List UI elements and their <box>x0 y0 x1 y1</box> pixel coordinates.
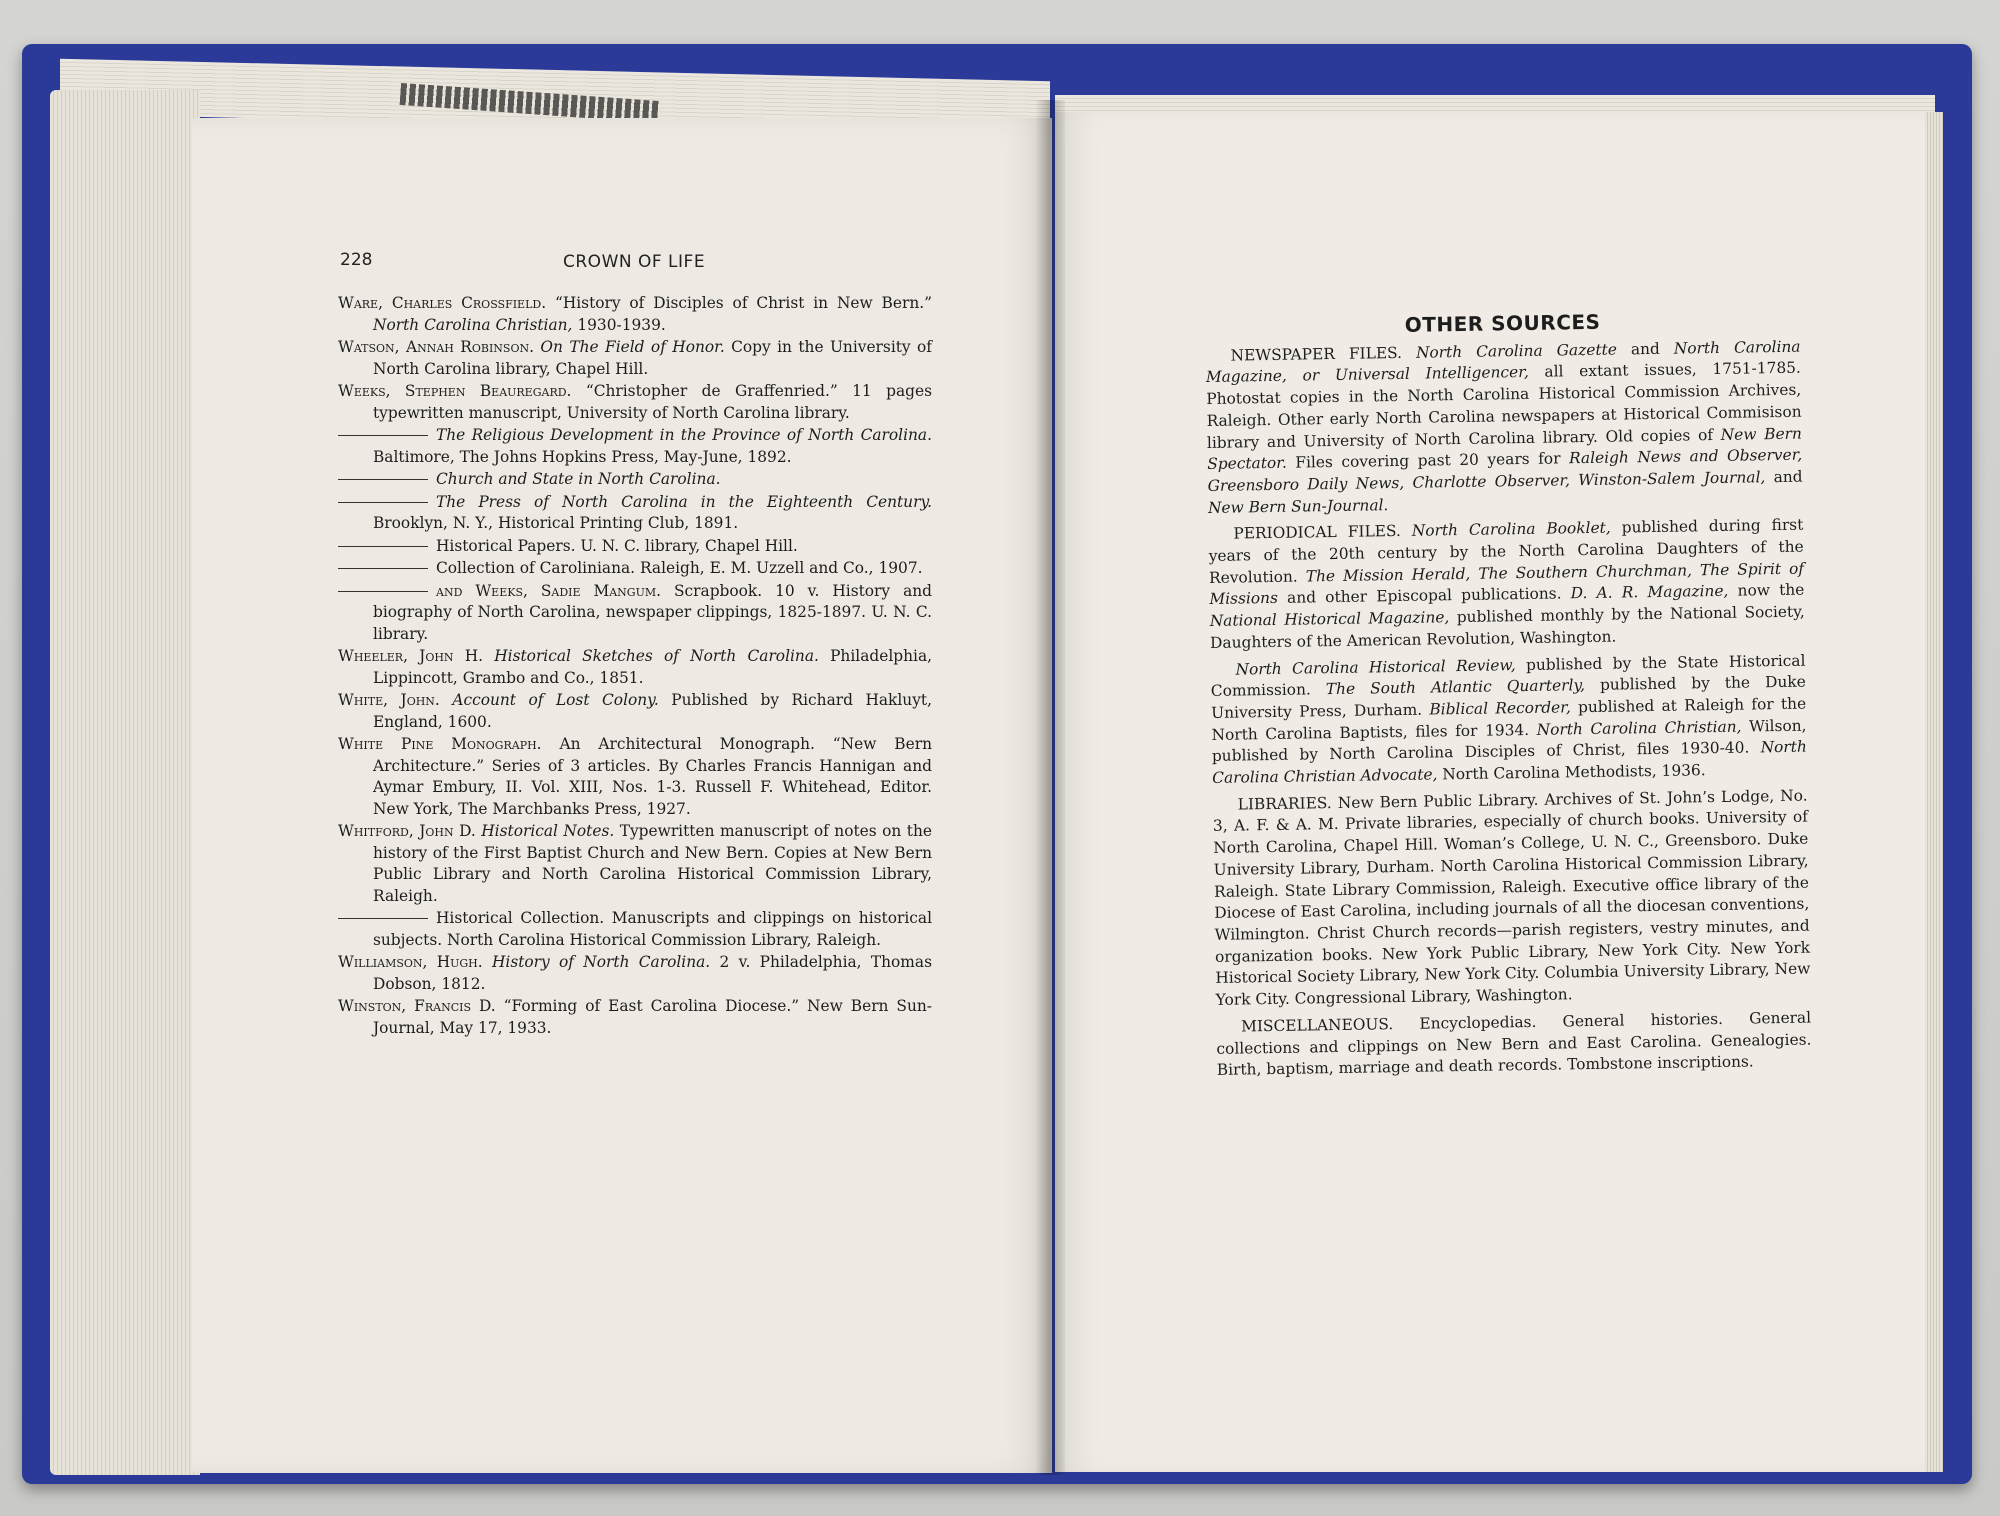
source-paragraph <box>1212 785 1810 1011</box>
bibliography-entry <box>338 469 932 491</box>
italic-title-text: Account of Lost Colony. <box>452 691 659 709</box>
text-segment: Published by Richard Hakluyt, England, 1600. <box>373 691 932 731</box>
text-segment: 2 v. Philadelphia, Thomas Dobson, 1812. <box>373 953 932 993</box>
text-segment: 1930-1939. <box>572 315 666 334</box>
italic-title-text: History of North Carolina. <box>491 953 711 971</box>
entry-author: Wheeler, John H. <box>338 647 484 665</box>
entry-author: White, John. <box>338 691 440 709</box>
bibliography-entry <box>338 996 932 1039</box>
running-title: CROWN OF LIFE <box>563 252 706 272</box>
bibliography-entry <box>338 734 932 820</box>
source-paragraph <box>1210 650 1807 790</box>
page-block-left-edge <box>50 90 200 1475</box>
text-segment: Brooklyn, N. Y., Historical Printing Club, 1891. <box>373 514 739 532</box>
entry-author: White Pine Monograph. <box>338 735 542 753</box>
entry-author: Williamson, Hugh. <box>338 953 483 971</box>
text-segment: “Christopher de Graffenried.” 11 pages typewritten manuscript, University of North Carolina library. <box>373 382 932 422</box>
entry-author: and Weeks, Sadie Mangum. <box>436 581 662 600</box>
entry-author: Watson, Annah Robinson. <box>338 338 535 356</box>
ditto-dash <box>338 568 428 569</box>
italic-title-text: New Bern Spectator. <box>1207 424 1803 474</box>
italic-title-text: North Carolina Gazette <box>1415 340 1617 362</box>
entry-author: Ware, Charles Crossfield. <box>338 294 547 312</box>
source-paragraph <box>1208 515 1805 655</box>
text-segment <box>440 691 453 709</box>
bibliography-entry <box>338 581 932 646</box>
entry-author: Winston, Francis D. <box>338 997 496 1015</box>
text-segment: LIBRARIES. New Bern Public Library. Archives of St. John’s Lodge, No. 3, A. F. & A. M. Private libraries, especially of church books. University of North Carolina, Chapel Hill. Woman’s College, U. N. C., Greensboro. Duke University Library, Durham. North Carolina Historical Commission Library, Raleigh. State Library Commission, Raleigh. Executive office library of the Diocese of East Carolina, including journals of all the diocesan conventions, Wilmington. Christ Church records—parish registers, vestry minutes, and organization books. New York Public Library, New York City. New York Historical Society Library, New York City. Columbia University Library, New York City. Congressional Library, Washington. <box>1212 786 1811 1010</box>
bibliography-entry <box>338 492 932 535</box>
page-number: 228 <box>340 250 373 270</box>
bibliography-entry <box>338 690 932 733</box>
text-segment <box>483 953 492 971</box>
text-segment: North Carolina Methodists, 1936. <box>1437 761 1706 784</box>
text-segment: Scrapbook. 10 v. History and biography of North Carolina, newspaper clippings, 1825-1897. U. N. C. library. <box>373 581 933 643</box>
text-segment: MISCELLANEOUS. Encyclopedias. General histories. General collections and clippings on New Bern and East Carolina. Genealogies. Birth, baptism, marriage and death records. Tombstone inscriptions. <box>1216 1008 1812 1080</box>
italic-title-text: The Press of North Carolina in the Eighteenth Century. <box>436 492 932 511</box>
text-segment: Wilson, published by North Carolina Disciples of Christ, files 1930-40. <box>1211 716 1807 766</box>
text-segment: now the <box>1728 581 1805 601</box>
italic-title-text: North Carolina Christian, <box>373 315 573 334</box>
text-segment: Typewritten manuscript of notes on the history of the First Baptist Church and New Bern. Copies at New Bern Public Library and North Carolina Historical Commission Library, Raleigh. <box>373 822 932 905</box>
italic-title-text: The South Atlantic Quarterly, <box>1325 676 1586 699</box>
italic-title-text: North Carolina Christian Advocate, <box>1212 737 1807 788</box>
text-segment: and other Episcopal publications. <box>1277 584 1571 608</box>
bibliography-entry <box>338 646 932 689</box>
italic-title-text: North Carolina Magazine, or Universal Intelligencer, <box>1205 337 1801 387</box>
italic-title-text: Biblical Recorder, <box>1429 698 1571 719</box>
ditto-dash <box>338 918 428 919</box>
bibliography-entry <box>338 293 932 336</box>
italic-title-text: On The Field of Honor. <box>540 338 725 356</box>
italic-title-text: North Carolina Historical Review, <box>1235 655 1516 679</box>
text-segment <box>483 647 494 665</box>
ditto-dash <box>338 502 428 503</box>
text-segment: PERIODICAL FILES. <box>1233 522 1412 543</box>
text-segment: Philadelphia, Lippincott, Grambo and Co., 1851. <box>373 647 933 687</box>
text-segment: published during first years of the 20th century by the North Carolina Daughters of the Revolution. <box>1208 515 1804 587</box>
bibliography-entry <box>338 536 932 558</box>
entry-author: Whitford, John D. <box>338 822 476 840</box>
text-segment: and <box>1765 467 1803 487</box>
other-sources-section <box>1205 309 1812 1087</box>
italic-title-text: D. A. R. Magazine, <box>1570 582 1729 603</box>
text-segment: all extant issues, 1751-1785. Photostat copies in the North Carolina Historical Commission Archives, Raleigh. Other early North Carolina newspapers at Historical Commisison library and University of North Carolina library. Old copies of <box>1206 359 1802 452</box>
book-gutter <box>1035 100 1065 1475</box>
text-segment: published monthly by the National Society, Daughters of the American Revolution, Washington. <box>1209 602 1805 652</box>
italic-title-text: North Carolina Christian, <box>1536 717 1742 739</box>
text-segment: “History of Disciples of Christ in New Bern.” <box>546 294 932 312</box>
ditto-dash <box>338 546 428 547</box>
ditto-dash <box>338 435 428 436</box>
text-segment: published by the Duke University Press, Durham. <box>1211 672 1806 722</box>
bibliography-entry <box>338 381 932 424</box>
bibliography-entry <box>338 952 932 995</box>
text-segment: Historical Papers. U. N. C. library, Chapel Hill. <box>436 536 798 555</box>
italic-title-text: New Bern Sun-Journal. <box>1207 495 1389 517</box>
italic-title-text: North Carolina Booklet, <box>1411 518 1611 541</box>
text-segment: published by the State Historical Commission. <box>1210 651 1806 701</box>
italic-title-text: Raleigh News and Observer, Greensboro Daily News, Charlotte Observer, Winston-Salem Journal, <box>1207 445 1803 495</box>
bibliography-list <box>338 293 932 1040</box>
source-paragraph <box>1216 1007 1812 1081</box>
ditto-dash <box>338 591 428 592</box>
italic-title-text: National Historical Magazine, <box>1209 608 1450 631</box>
bibliography-entry <box>338 558 932 580</box>
text-segment: “Forming of East Carolina Diocese.” New Bern Sun-Journal, May 17, 1933. <box>373 997 932 1037</box>
ditto-dash <box>338 479 428 480</box>
text-segment: published at Raleigh for the North Carolina Baptists, files for 1934. <box>1211 694 1807 744</box>
text-segment: Files covering past 20 years for <box>1286 449 1570 472</box>
text-segment: Historical Collection. Manuscripts and clippings on historical subjects. North Carolina Historical Commission Library, Raleigh. <box>373 909 932 949</box>
page-block-right-edge <box>1925 112 1943 1472</box>
page-header <box>340 250 940 280</box>
section-title: OTHER SOURCES <box>1404 309 1601 337</box>
source-paragraph <box>1205 336 1803 519</box>
bibliography-entry <box>338 821 932 907</box>
italic-title-text: Historical Sketches of North Carolina. <box>494 647 819 665</box>
bibliography-entry <box>338 908 932 951</box>
bibliography-entry <box>338 337 932 380</box>
other-sources-paragraphs <box>1205 336 1811 1081</box>
text-segment: Collection of Caroliniana. Raleigh, E. M. Uzzell and Co., 1907. <box>436 559 923 577</box>
entry-author: Weeks, Stephen Beauregard. <box>338 382 572 400</box>
italic-title-text: Church and State in North Carolina. <box>436 470 721 488</box>
text-segment: Baltimore, The Johns Hopkins Press, May-June, 1892. <box>373 447 792 466</box>
text-segment: Copy in the University of North Carolina library, Chapel Hill. <box>373 338 932 378</box>
bibliography-entry <box>338 425 932 468</box>
italic-title-text: Historical Notes. <box>481 822 615 840</box>
text-segment: An Architectural Monograph. “New Bern Architecture.” Series of 3 articles. By Charles Francis Hannigan and Aymar Embury, II. Vol. XIII, Nos. 1-3. Russell F. Whitehead, Editor. New York, The Marchbanks Press, 1927. <box>373 735 932 818</box>
italic-title-text: The Mission Herald, The Southern Churchman, The Spirit of Missions <box>1209 559 1805 609</box>
text-segment: NEWSPAPER FILES. <box>1230 343 1417 365</box>
italic-title-text: The Religious Development in the Province of North Carolina. <box>436 426 932 444</box>
text-segment: and <box>1616 339 1674 359</box>
